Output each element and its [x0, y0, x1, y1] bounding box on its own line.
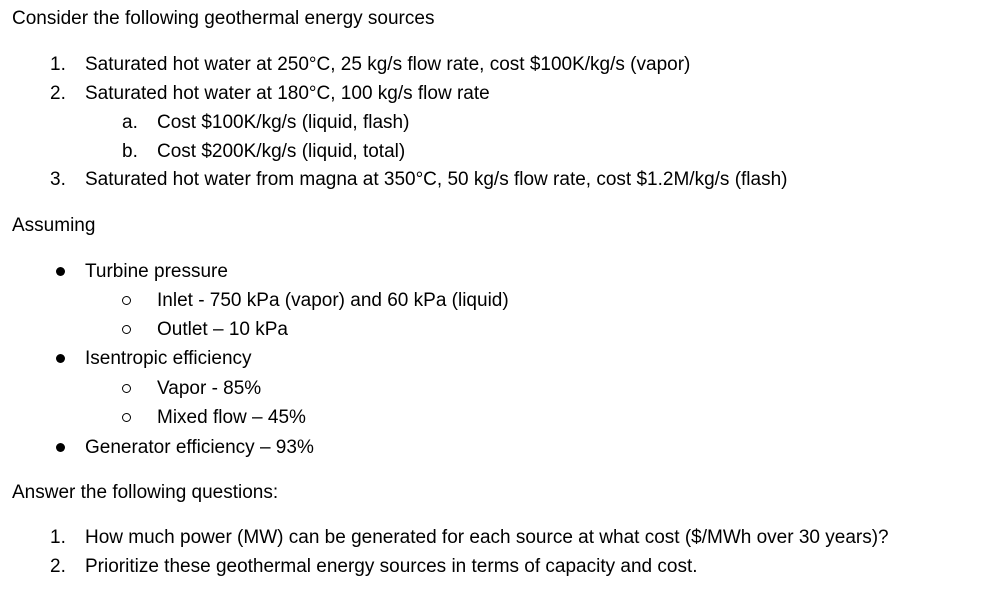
- assumption-subitem: Inlet - 750 kPa (vapor) and 60 kPa (liquid): [157, 290, 509, 311]
- intro-text: Consider the following geothermal energy sources: [12, 8, 435, 29]
- assumption-subitem: Outlet – 10 kPa: [157, 319, 288, 340]
- circle-bullet-icon: [122, 384, 131, 393]
- list-number: 1.: [50, 54, 66, 75]
- assumption-item: Generator efficiency – 93%: [85, 437, 314, 458]
- circle-bullet-icon: [122, 413, 131, 422]
- list-letter: b.: [122, 141, 138, 162]
- list-number: 2.: [50, 83, 66, 104]
- bullet-icon: [56, 443, 65, 452]
- circle-bullet-icon: [122, 296, 131, 305]
- assumption-subitem: Mixed flow – 45%: [157, 407, 306, 428]
- source-item: Saturated hot water at 250°C, 25 kg/s flow rate, cost $100K/kg/s (vapor): [85, 54, 691, 75]
- bullet-icon: [56, 354, 65, 363]
- list-letter: a.: [122, 112, 138, 133]
- source-subitem: Cost $100K/kg/s (liquid, flash): [157, 112, 410, 133]
- source-item: Saturated hot water from magna at 350°C, 50 kg/s flow rate, cost $1.2M/kg/s (flash): [85, 169, 788, 190]
- bullet-icon: [56, 267, 65, 276]
- answer-heading: Answer the following questions:: [12, 482, 279, 503]
- question-item: Prioritize these geothermal energy sources in terms of capacity and cost.: [85, 556, 698, 577]
- list-number: 2.: [50, 556, 66, 577]
- source-item: Saturated hot water at 180°C, 100 kg/s flow rate: [85, 83, 490, 104]
- assuming-heading: Assuming: [12, 215, 96, 236]
- source-subitem: Cost $200K/kg/s (liquid, total): [157, 141, 406, 162]
- question-item: How much power (MW) can be generated for each source at what cost ($/MWh over 30 years)?: [85, 527, 889, 548]
- assumption-item: Isentropic efficiency: [85, 348, 252, 369]
- assumption-item: Turbine pressure: [85, 261, 228, 282]
- list-number: 1.: [50, 527, 66, 548]
- assumption-subitem: Vapor - 85%: [157, 378, 262, 399]
- list-number: 3.: [50, 169, 66, 190]
- circle-bullet-icon: [122, 325, 131, 334]
